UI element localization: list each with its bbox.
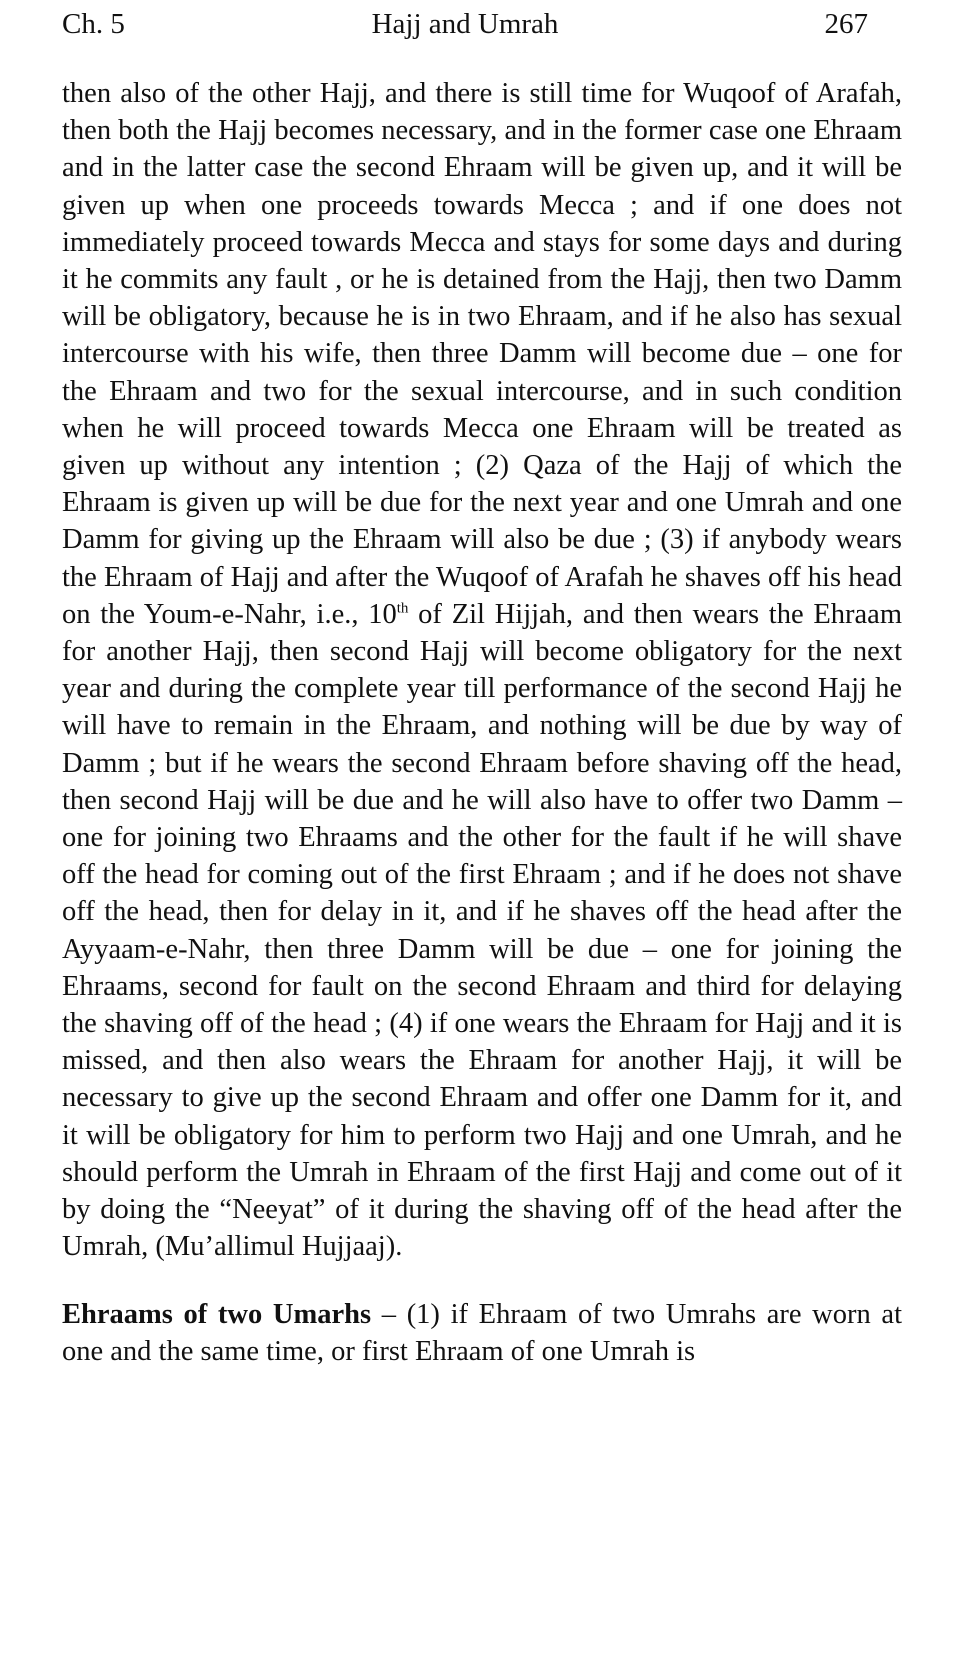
running-title: Hajj and Umrah [371, 8, 559, 40]
page-header [62, 4, 868, 44]
section-heading: Ehraams of two Umarhs [62, 1298, 372, 1330]
paragraph-text: then also of the other Hajj, and there is still time for Wuqoof of Arafah, then both the Hajj becomes necessary, and in the former case one Ehraam and in the latter case the second Ehraam will be given up, and it will be given up when one proceeds towards Mecca ; and if one does not immediately proceed towards Mecca and stays for some days and during it he commits any fault , or he is detained from the Hajj, then two Damm will be obligatory, because he is in two Ehraam, and if he also has sexual intercourse with his wife, then three Damm will become due – one for the Ehraam and two for the sexual intercourse, and in such condition when he will proceed towards Mecca one Ehraam will be treated as given up without any intention ; (2) Qaza of the Hajj of which the Ehraam is given up will be due for the next year and one Umrah and one Damm for giving up the Ehraam will also be due ; (3) if anybody wears the Ehraam of Hajj and after the Wuqoof of Arafah he shaves off his head on the Youm-e-Nahr, i.e., 10 [62, 78, 902, 630]
paragraph-text: of Zil Hijjah, and then wears the Ehraam for another Hajj, then second Hajj will become obligatory for the next year and during the complete year till performance of the second Hajj he will have to remain in the Ehraam, and nothing will be due by way of Damm ; but if he wears the second Ehraam before shaving off the head, then second Hajj will be due and he will also have to offer two Damm – one for joining two Ehraams and the other for the fault if he will shave off the head for coming out of the first Ehraam ; and if he does not shave off the head, then for delay in it, and if he shaves off the head after the Ayyaam-e-Nahr, then three Damm will be due – one for joining the Ehraams, second for fault on the second Ehraam and third for delaying the shaving off of the head ; (4) if one wears the Ehraam for Hajj and it is missed, and then also wears the Ehraam for another Hajj, it will be necessary to give up the second Ehraam and offer one Damm for it, and it will be obligatory for him to perform two Hajj and one Umrah, and he should perform the Umrah in Ehraam of the first Hajj and come out of it by doing the “Neeyat” of it during the shaving off of the head after the Umrah, (Mu’allimul Hujjaaj). [62, 598, 902, 1263]
ordinal-superscript: th [396, 600, 409, 617]
section-paragraph [62, 1296, 902, 1370]
chapter-label: Ch. 5 [62, 8, 125, 40]
section-text: – (1) if Ehraam of two Umrahs are worn at one and the same time, or first Ehraam of one Umrah is [62, 1298, 902, 1367]
paragraph [62, 75, 902, 1266]
page-number: 267 [824, 8, 868, 40]
body-text [62, 75, 902, 1370]
